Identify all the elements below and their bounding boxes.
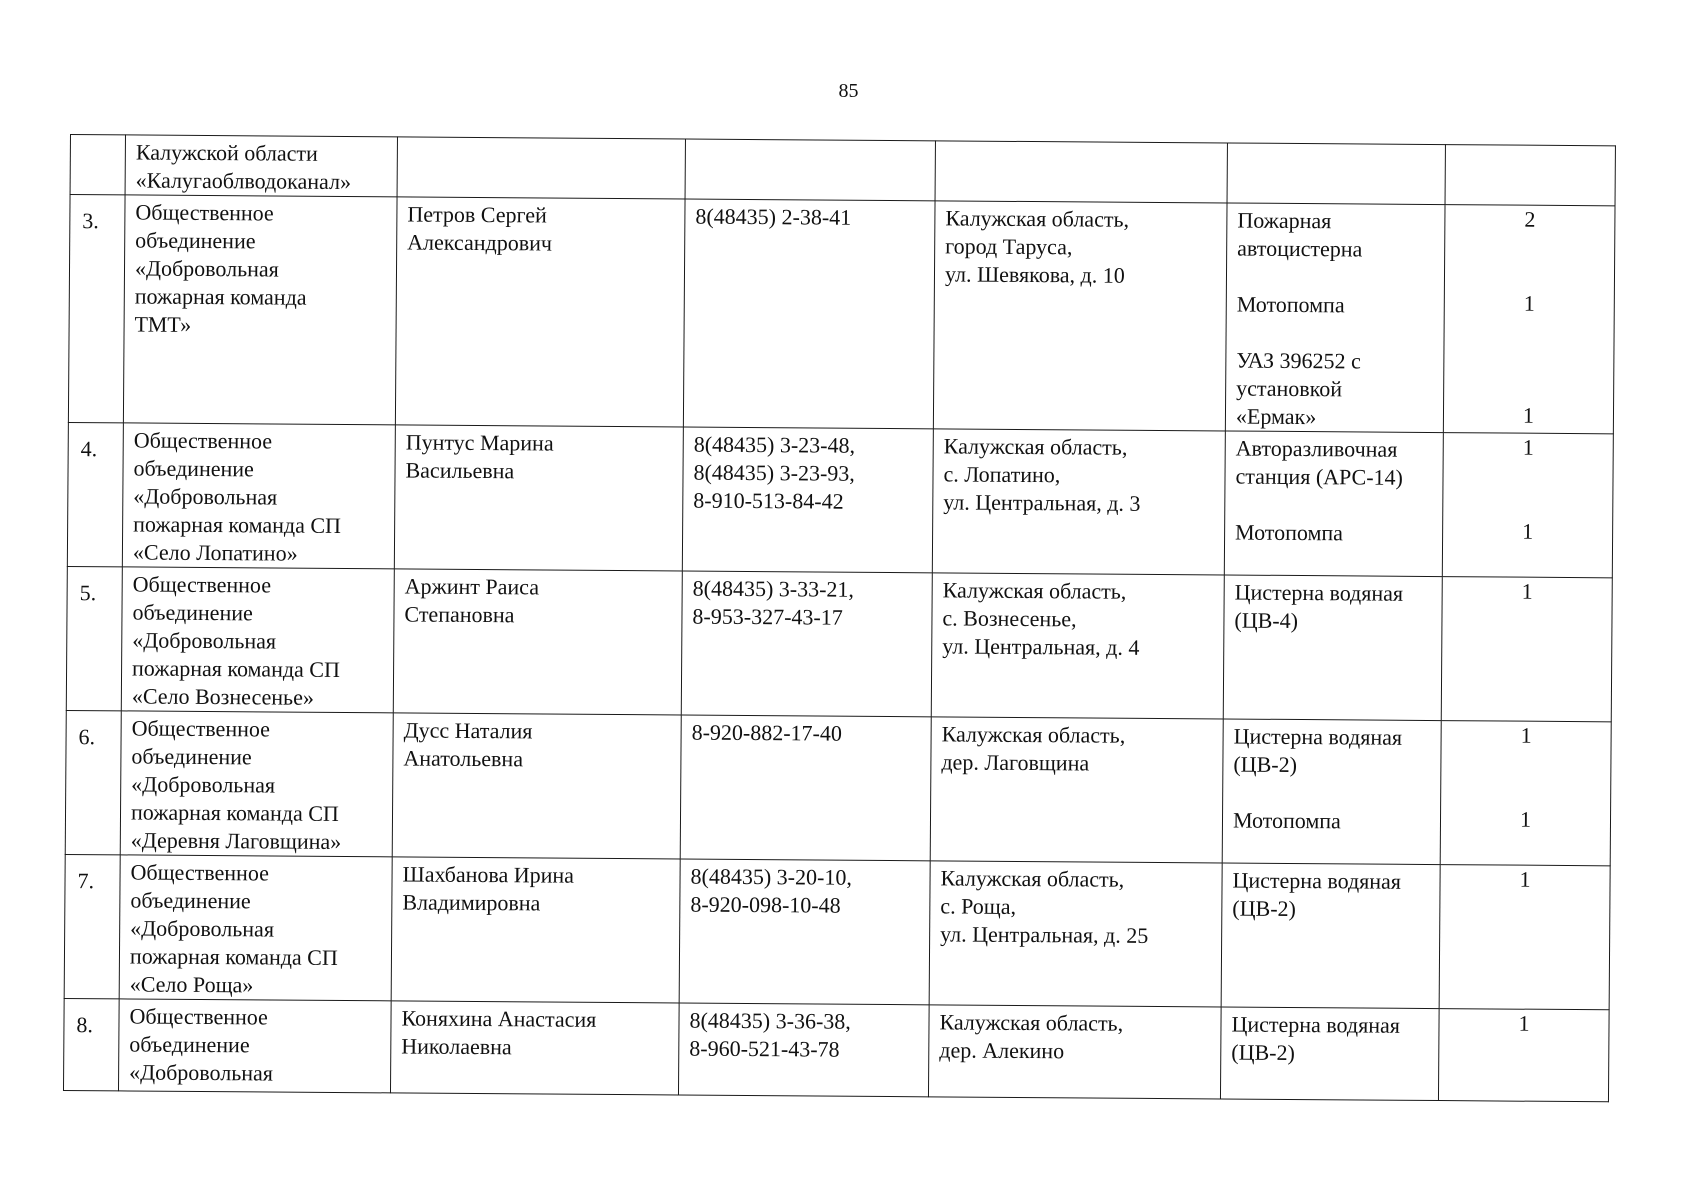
address-cell	[933, 201, 1227, 431]
organization-cell	[120, 711, 393, 857]
organization-line: пожарная команда СП	[129, 943, 338, 970]
organization-cell	[118, 999, 391, 1093]
phone-line: 8-953-327-43-17	[692, 603, 843, 630]
phone-line: 8-910-513-84-42	[693, 487, 844, 514]
organization-line: Общественное	[130, 859, 270, 886]
equipment-cell	[1225, 203, 1445, 433]
address-cell	[928, 1005, 1221, 1099]
address-line: дер. Алекино	[939, 1037, 1065, 1064]
organization-line: пожарная команда	[134, 283, 307, 310]
address-line: с. Роща,	[940, 893, 1017, 919]
equipment-cell	[1223, 575, 1442, 721]
table-row	[66, 566, 1612, 721]
address-line: с. Вознесенье,	[942, 605, 1077, 632]
phone-line: 8(48435) 2-38-41	[695, 203, 852, 230]
contact-person-line: Николаевна	[401, 1033, 512, 1060]
contact-person-line: Петров Сергей	[407, 201, 547, 228]
quantity-spacer	[1453, 489, 1602, 518]
organization-line: «Добровольная	[130, 915, 275, 942]
phone-cell	[682, 427, 933, 573]
table-row	[65, 710, 1611, 865]
organization-line: объединение	[132, 599, 253, 626]
equipment-line: Мотопомпа	[1232, 807, 1341, 834]
contact-person-line: Владимировна	[402, 889, 541, 916]
address-line: с. Лопатино,	[943, 461, 1061, 488]
row-number-cell	[68, 195, 125, 423]
organization-cell	[122, 423, 395, 569]
address-line: Калужская область,	[943, 433, 1128, 460]
equipment-item	[1233, 723, 1430, 780]
quantity-value: 1	[1519, 806, 1532, 832]
equipment-line: Мотопомпа	[1236, 291, 1345, 318]
organization-line: Общественное	[129, 1003, 268, 1030]
contact-person-cell	[392, 713, 681, 859]
equipment-line: станция (АРС-14)	[1235, 463, 1404, 490]
address-cell	[930, 717, 1223, 863]
contact-person-line: Дусс Наталия	[403, 717, 533, 744]
equipment-line: «Ермак»	[1235, 403, 1317, 430]
equipment-line: установкой	[1236, 375, 1343, 402]
organization-line: объединение	[135, 227, 256, 254]
quantity-value: 1	[1521, 578, 1533, 604]
organization-line: пожарная команда СП	[130, 799, 339, 826]
phone-cell	[683, 199, 935, 429]
organization-line: пожарная команда СП	[133, 511, 342, 538]
quantity-spacer	[1454, 317, 1603, 346]
quantity-cell	[1442, 433, 1613, 578]
organization-line: объединение	[131, 743, 252, 770]
address-cell	[929, 861, 1222, 1007]
address-line: ул. Центральная, д. 3	[943, 489, 1141, 516]
organization-line: Общественное	[132, 571, 272, 598]
contact-person-line: Васильевна	[405, 457, 515, 484]
contact-person-line: Аржинт Раиса	[404, 573, 540, 600]
equipment-cell	[1220, 1007, 1439, 1101]
equipment-item	[1235, 519, 1432, 548]
address-line: ул. Шевякова, д. 10	[944, 261, 1125, 288]
contact-person-line: Пунтус Марина	[405, 429, 554, 456]
equipment-line: Мотопомпа	[1235, 519, 1344, 546]
organization-line: «Добровольная	[133, 483, 278, 510]
address-line: Калужская область,	[942, 577, 1127, 604]
phone-cell	[679, 859, 930, 1005]
organization-line: «Село Вознесенье»	[131, 683, 314, 710]
organization-cell	[125, 135, 397, 197]
phone-cell	[680, 715, 931, 861]
phone-line: 8(48435) 3-20-10,	[690, 863, 852, 890]
organization-line: Общественное	[135, 199, 274, 226]
organization-line: объединение	[129, 1031, 250, 1058]
address-line: Калужская область,	[945, 205, 1130, 232]
equipment-line: (ЦВ-4)	[1234, 607, 1299, 634]
phone-cell	[681, 571, 932, 717]
organization-line: «Добровольная	[134, 255, 279, 282]
address-line: город Таруса,	[945, 233, 1073, 260]
equipment-line: (ЦВ-2)	[1231, 1039, 1295, 1066]
table-row	[64, 854, 1610, 1009]
phone-line: 8-920-098-10-48	[690, 891, 841, 918]
address-line: ул. Центральная, д. 4	[942, 633, 1140, 660]
equipment-line: Цистерна водяная	[1232, 867, 1402, 894]
quantity-spacer	[1451, 777, 1600, 806]
row-number-cell	[64, 854, 120, 998]
equipment-cell	[1224, 431, 1443, 577]
quantity-cell	[1441, 577, 1612, 722]
quantity-value: 1	[1522, 434, 1534, 460]
equipment-line: Цистерна водяная	[1234, 579, 1404, 606]
organization-line: «Деревня Лаговщина»	[130, 827, 342, 855]
contact-person-line: Коняхина Анастасия	[401, 1005, 597, 1032]
organization-line: объединение	[133, 455, 254, 482]
organization-line: пожарная команда СП	[131, 655, 341, 682]
quantity-cell	[1438, 1009, 1609, 1102]
quantity-value: 2	[1524, 206, 1536, 232]
quantity-spacer	[1454, 373, 1603, 402]
phone-cell	[678, 1003, 929, 1097]
equipment-item	[1232, 867, 1429, 924]
equipment-cell	[1227, 143, 1445, 205]
contact-person-line: Александрович	[407, 229, 553, 256]
phone-line: 8-960-521-43-78	[689, 1035, 840, 1062]
table-row	[70, 135, 1615, 206]
contact-person-line: Анатольевна	[403, 745, 524, 772]
contact-person-cell	[390, 1001, 679, 1095]
quantity-cell	[1440, 721, 1611, 866]
equipment-item	[1234, 579, 1431, 636]
phone-line: 8(48435) 3-33-21,	[692, 575, 855, 602]
row-number: 4.	[80, 436, 98, 462]
quantity-value: 1	[1522, 402, 1535, 428]
row-number-cell	[65, 710, 121, 854]
address-cell	[931, 573, 1224, 719]
organization-line: объединение	[130, 887, 251, 914]
organization-line: «Село Роща»	[129, 971, 254, 998]
organization-cell	[121, 567, 394, 713]
contact-person-line: Степановна	[404, 601, 515, 628]
contact-person-cell	[397, 137, 685, 199]
organization-line: «Добровольная	[132, 627, 277, 654]
organization-line: «Добровольная	[129, 1059, 274, 1086]
equipment-cell	[1221, 863, 1440, 1009]
phone-line: 8(48435) 3-23-48,	[693, 431, 856, 458]
quantity-value: 1	[1519, 866, 1531, 892]
equipment-cell	[1222, 719, 1441, 865]
equipment-item	[1235, 435, 1432, 492]
organization-line: «Добровольная	[131, 771, 276, 798]
phone-line: 8(48435) 3-23-93,	[693, 459, 855, 486]
phone-cell	[685, 139, 935, 201]
address-cell	[935, 141, 1227, 203]
address-cell	[932, 429, 1225, 575]
quantity-spacer	[1455, 233, 1604, 262]
organization-line: Общественное	[131, 715, 271, 742]
equipment-line: УАЗ 396252 с	[1236, 347, 1361, 374]
phone-line: 8-920-882-17-40	[691, 719, 843, 746]
row-number-cell	[70, 135, 125, 195]
address-line: Калужская область,	[940, 865, 1125, 892]
contact-person-cell	[395, 197, 685, 427]
phone-line: 8(48435) 3-36-38,	[689, 1007, 851, 1034]
organization-line: ТМТ»	[134, 311, 192, 337]
contact-person-cell	[394, 425, 683, 571]
equipment-item	[1236, 347, 1434, 432]
equipment-line: Авторазливочная	[1235, 435, 1398, 462]
row-number: 8.	[76, 1012, 94, 1038]
row-number-cell	[66, 566, 122, 710]
table-row	[67, 422, 1613, 577]
page-number: 85	[838, 80, 859, 102]
organization-line: Общественное	[133, 427, 273, 454]
row-number: 7.	[77, 868, 95, 894]
quantity-cell	[1439, 865, 1610, 1010]
equipment-line: (ЦВ-2)	[1232, 895, 1296, 922]
address-line: Калужская область,	[939, 1009, 1124, 1036]
row-number-cell	[63, 998, 119, 1090]
equipment-line: (ЦВ-2)	[1233, 751, 1298, 778]
quantity-spacer	[1454, 345, 1603, 374]
organization-line: «Село Лопатино»	[132, 539, 298, 566]
organization-line: «Калугаоблводоканал»	[135, 167, 352, 195]
quantity-spacer	[1455, 261, 1604, 290]
quantity-value: 1	[1518, 1010, 1530, 1036]
table-row	[68, 195, 1615, 434]
equipment-item	[1231, 1011, 1428, 1068]
row-number: 5.	[79, 580, 97, 606]
equipment-line: Пожарная	[1237, 207, 1332, 234]
quantity-value: 1	[1522, 518, 1534, 544]
quantity-cell	[1445, 145, 1615, 206]
contact-person-line: Шахбанова Ирина	[402, 861, 575, 888]
equipment-item	[1237, 207, 1434, 264]
equipment-item	[1233, 807, 1430, 836]
quantity-spacer	[1453, 461, 1602, 490]
fire-brigades-table	[63, 134, 1616, 1102]
quantity-spacer	[1451, 749, 1600, 778]
organization-cell	[123, 195, 397, 425]
equipment-item	[1237, 291, 1434, 320]
organization-cell	[119, 855, 392, 1001]
quantity-value: 1	[1523, 290, 1535, 316]
row-number: 3.	[82, 208, 99, 234]
address-line: Калужская область,	[941, 721, 1126, 748]
table-row	[63, 998, 1609, 1101]
quantity-value: 1	[1520, 722, 1532, 748]
equipment-line: Цистерна водяная	[1233, 723, 1403, 750]
quantity-cell	[1443, 205, 1615, 434]
address-line: дер. Лаговщина	[941, 749, 1090, 776]
equipment-line: автоцистерна	[1237, 235, 1363, 262]
contact-person-cell	[393, 569, 682, 715]
address-line: ул. Центральная, д. 25	[940, 921, 1149, 948]
contact-person-cell	[391, 857, 680, 1003]
row-number-cell	[67, 422, 123, 566]
organization-line: Калужской области	[135, 139, 318, 166]
equipment-line: Цистерна водяная	[1231, 1011, 1401, 1038]
row-number: 6.	[78, 724, 96, 750]
